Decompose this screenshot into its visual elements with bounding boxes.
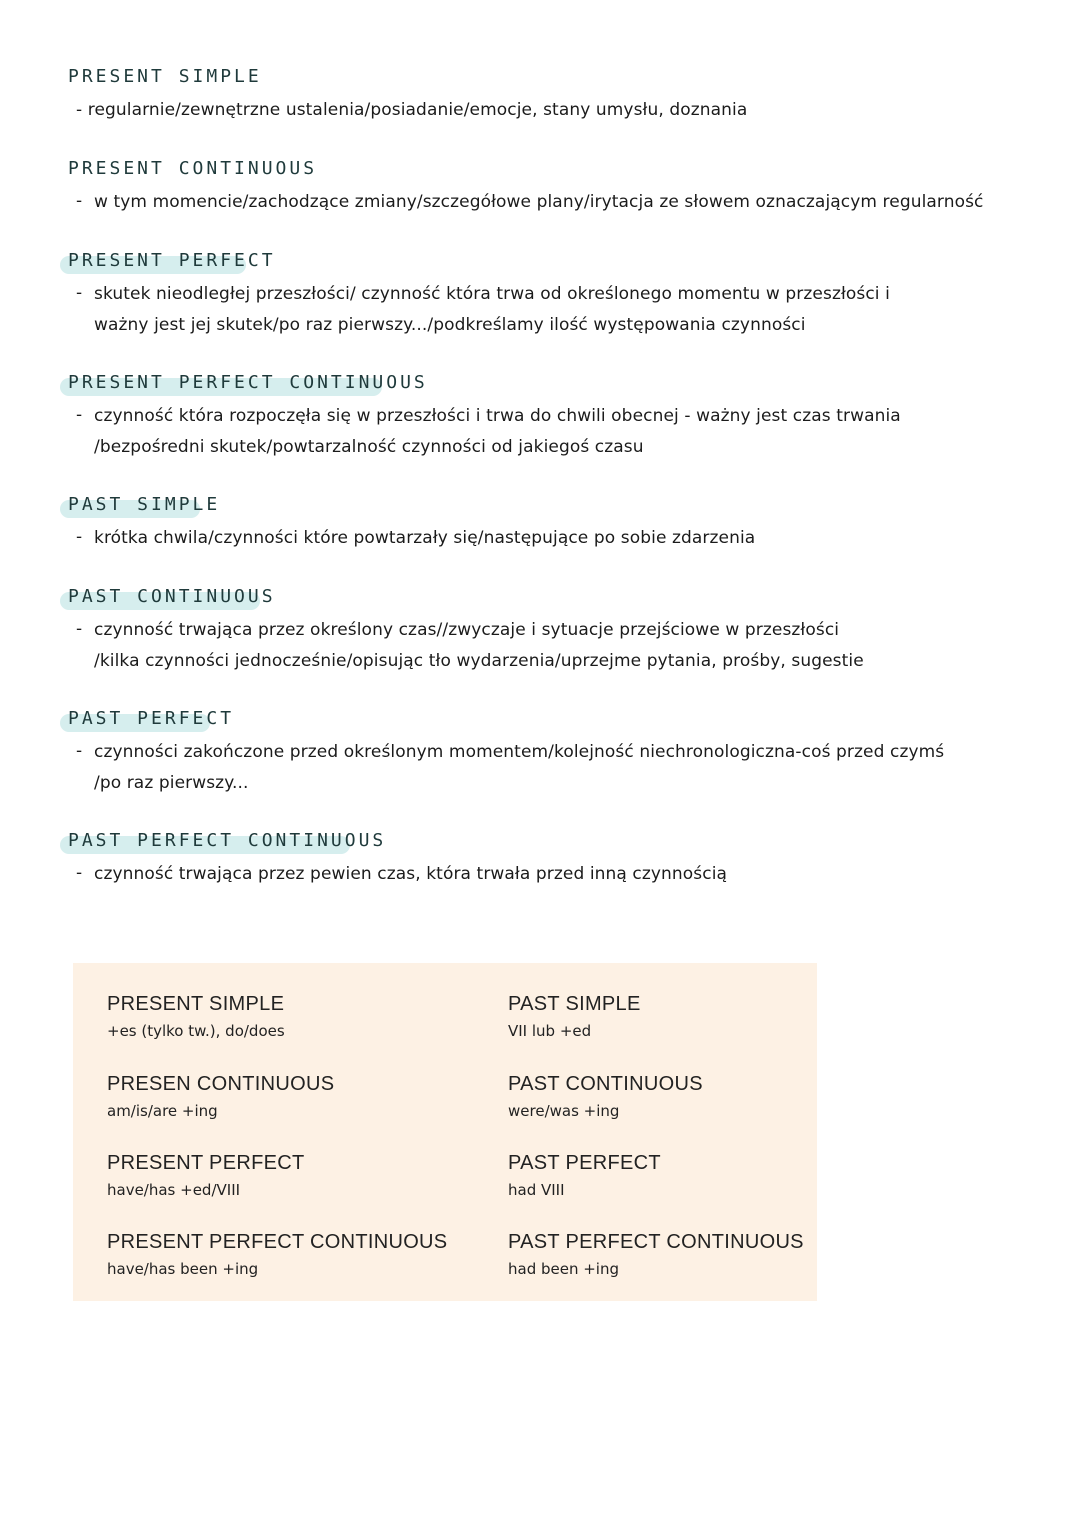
- section-heading: PAST PERFECT CONTINUOUS: [68, 830, 386, 851]
- table-cell-right-0: PAST SIMPLE VII lub +ed: [508, 993, 641, 1040]
- table-cell-right-3: PAST PERFECT CONTINUOUS had been +ing: [508, 1231, 804, 1278]
- section-line: skutek nieodległej przeszłości/ czynność która trwa od określonego momentu w przeszłości i: [94, 284, 890, 304]
- section-heading: PRESENT PERFECT: [68, 250, 276, 271]
- section-heading: PRESENT CONTINUOUS: [68, 158, 318, 179]
- section-line: /po raz pierwszy...: [94, 773, 249, 793]
- tense-forms-table: [73, 963, 817, 1301]
- section-line: czynności zakończone przed określonym momentem/kolejność niechronologiczna-coś przed czymś: [94, 742, 945, 762]
- section-heading: PRESENT PERFECT CONTINUOUS: [68, 372, 428, 393]
- section-line: /kilka czynności jednocześnie/opisując tło wydarzenia/uprzejme pytania, prośby, sugestie: [94, 651, 864, 671]
- section-line: /bezpośredni skutek/powtarzalność czynności od jakiegoś czasu: [94, 437, 644, 457]
- table-cell-left-3: PRESENT PERFECT CONTINUOUS have/has been +ing: [107, 1231, 448, 1278]
- section-line: ważny jest jej skutek/po raz pierwszy.../podkreślamy ilość występowania czynności: [94, 315, 806, 335]
- section-heading: PAST PERFECT: [68, 708, 234, 729]
- section-heading: PAST CONTINUOUS: [68, 586, 276, 607]
- section-line: - regularnie/zewnętrzne ustalenia/posiadanie/emocje, stany umysłu, doznania: [76, 100, 748, 120]
- section-heading: PRESENT SIMPLE: [68, 66, 262, 87]
- section-line: czynność trwająca przez określony czas//zwyczaje i sytuacje przejściowe w przeszłości: [94, 620, 840, 640]
- section-line: krótka chwila/czynności które powtarzały się/następujące po sobie zdarzenia: [94, 528, 756, 548]
- table-cell-right-2: PAST PERFECT had VIII: [508, 1152, 661, 1199]
- table-cell-left-1: PRESEN CONTINUOUS am/is/are +ing: [107, 1073, 335, 1120]
- section-line: czynność trwająca przez pewien czas, która trwała przed inną czynnością: [94, 864, 728, 884]
- section-line: w tym momencie/zachodzące zmiany/szczegółowe plany/irytacja ze słowem oznaczającym regularność: [94, 192, 984, 212]
- table-cell-left-2: PRESENT PERFECT have/has +ed/VIII: [107, 1152, 305, 1199]
- table-cell-left-0: PRESENT SIMPLE +es (tylko tw.), do/does: [107, 993, 285, 1040]
- section-heading: PAST SIMPLE: [68, 494, 220, 515]
- section-line: czynność która rozpoczęła się w przeszłości i trwa do chwili obecnej - ważny jest czas trwania: [94, 406, 901, 426]
- table-cell-right-1: PAST CONTINUOUS were/was +ing: [508, 1073, 703, 1120]
